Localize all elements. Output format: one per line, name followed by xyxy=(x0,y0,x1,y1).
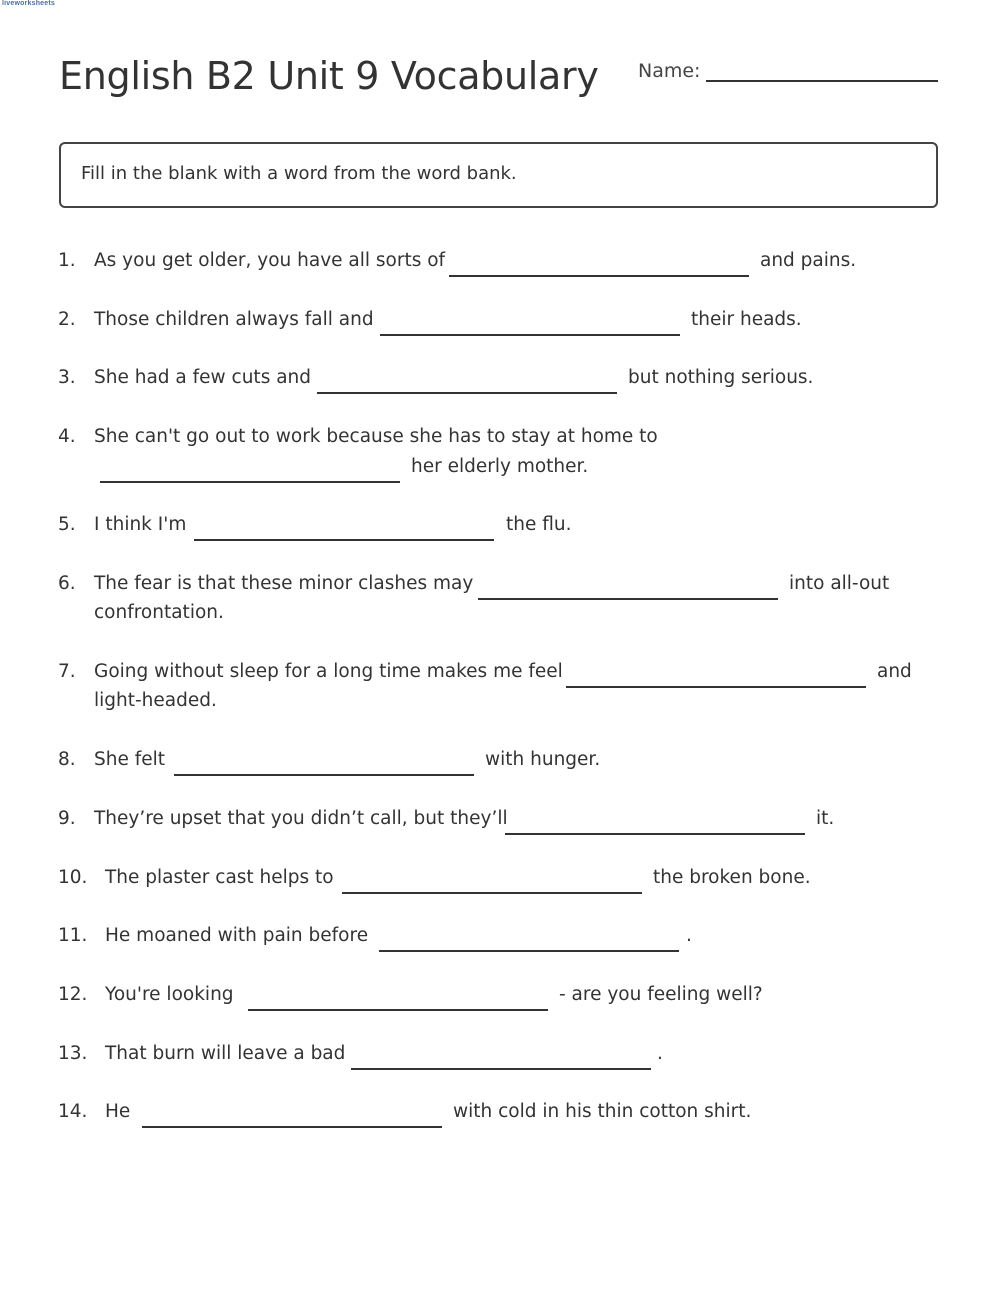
answer-blank-6[interactable] xyxy=(478,578,778,600)
question-number: 12. xyxy=(58,984,88,1005)
question-number: 11. xyxy=(58,925,88,946)
question-text-after: it. xyxy=(816,808,835,829)
instructions-text: Fill in the blank with a word from the word bank. xyxy=(81,163,517,184)
question-text-after: . xyxy=(686,925,692,946)
question-number: 13. xyxy=(58,1043,88,1064)
answer-blank-11[interactable] xyxy=(379,930,679,952)
question-text-continued: light-headed. xyxy=(94,690,217,711)
question-text-after: with cold in his thin cotton shirt. xyxy=(453,1101,752,1122)
question-number: 6. xyxy=(58,573,76,594)
answer-blank-10[interactable] xyxy=(342,872,642,894)
answer-blank-1[interactable] xyxy=(449,255,749,277)
question-number: 8. xyxy=(58,749,76,770)
question-text-after: her elderly mother. xyxy=(411,456,589,477)
name-label: Name: xyxy=(638,60,701,82)
question-text: That burn will leave a bad xyxy=(105,1043,346,1064)
question-text: Going without sleep for a long time makes me feel xyxy=(94,661,563,682)
logo: liveworksheets xyxy=(2,0,55,7)
answer-blank-8[interactable] xyxy=(174,754,474,776)
question-number: 5. xyxy=(58,514,76,535)
answer-blank-5[interactable] xyxy=(194,519,494,541)
question-text: She can't go out to work because she has to stay at home to xyxy=(94,426,658,447)
question-text-after: with hunger. xyxy=(485,749,601,770)
question-text: You're looking xyxy=(105,984,234,1005)
question-text-after: and pains. xyxy=(760,250,857,271)
question-number: 10. xyxy=(58,867,88,888)
answer-blank-4[interactable] xyxy=(100,461,400,483)
question-number: 1. xyxy=(58,250,76,271)
question-number: 9. xyxy=(58,808,76,829)
question-text: The plaster cast helps to xyxy=(105,867,334,888)
question-text-continued: confrontation. xyxy=(94,602,224,623)
question-text: The fear is that these minor clashes may xyxy=(94,573,474,594)
page-title: English B2 Unit 9 Vocabulary xyxy=(59,54,599,98)
answer-blank-12[interactable] xyxy=(248,989,548,1011)
question-text-after: . xyxy=(657,1043,663,1064)
answer-blank-7[interactable] xyxy=(566,666,866,688)
question-text: She had a few cuts and xyxy=(94,367,312,388)
answer-blank-13[interactable] xyxy=(351,1048,651,1070)
question-text-after: the flu. xyxy=(506,514,572,535)
answer-blank-9[interactable] xyxy=(505,813,805,835)
question-text: Those children always fall and xyxy=(94,309,374,330)
question-number: 7. xyxy=(58,661,76,682)
question-text-after: the broken bone. xyxy=(653,867,811,888)
question-text-after: - are you feeling well? xyxy=(559,984,763,1005)
question-number: 3. xyxy=(58,367,76,388)
question-text-after: into all-out xyxy=(789,573,890,594)
question-text: He xyxy=(105,1101,131,1122)
question-text-after: but nothing serious. xyxy=(628,367,814,388)
question-text: As you get older, you have all sorts of xyxy=(94,250,446,271)
question-text: They’re upset that you didn’t call, but they’ll xyxy=(94,808,508,829)
answer-blank-14[interactable] xyxy=(142,1106,442,1128)
instructions-box xyxy=(59,142,938,208)
question-number: 14. xyxy=(58,1101,88,1122)
question-number: 4. xyxy=(58,426,76,447)
question-text-after: and xyxy=(877,661,912,682)
question-text: She felt xyxy=(94,749,166,770)
question-text: He moaned with pain before xyxy=(105,925,369,946)
name-input[interactable] xyxy=(706,80,938,82)
question-text-after: their heads. xyxy=(691,309,802,330)
answer-blank-3[interactable] xyxy=(317,372,617,394)
answer-blank-2[interactable] xyxy=(380,314,680,336)
question-number: 2. xyxy=(58,309,76,330)
question-text: I think I'm xyxy=(94,514,187,535)
